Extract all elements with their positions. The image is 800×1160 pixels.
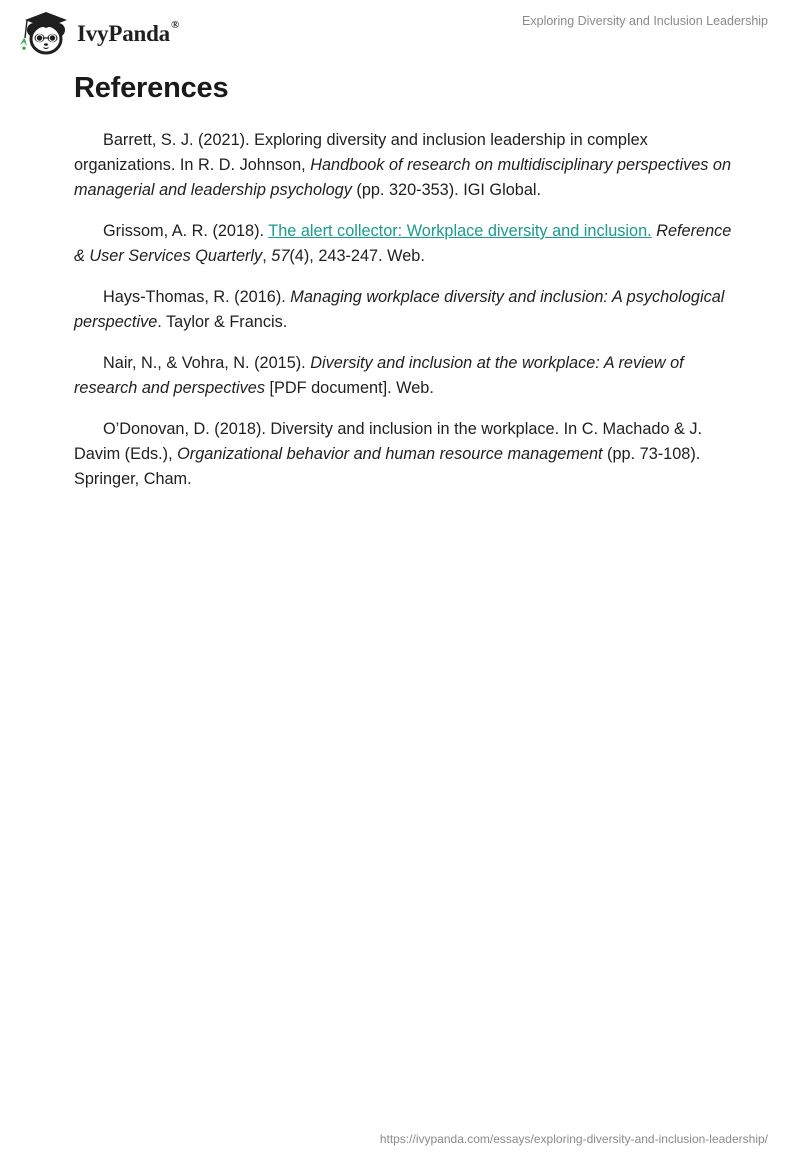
registered-mark: ® bbox=[170, 19, 180, 32]
reference-item: Grissom, A. R. (2018). The alert collector: Workplace diversity and inclusion. Reference & User Services Quarterly, 57(4), 243-247. Web. bbox=[74, 222, 732, 265]
page-header bbox=[0, 0, 800, 62]
document-title: Exploring Diversity and Inclusion Leadership bbox=[522, 14, 768, 28]
ivypanda-logo[interactable] bbox=[15, 8, 179, 58]
references-section bbox=[74, 72, 734, 508]
reference-item: Barrett, S. J. (2021). Exploring diversity and inclusion leadership in complex organizations. In R. D. Johnson, Handbook of research on multidisciplinary perspectives on managerial and leadership psychology (pp. 320-353). IGI Global. bbox=[74, 131, 732, 199]
reference-item: Nair, N., & Vohra, N. (2015). Diversity and inclusion at the workplace: A review of research and perspectives [PDF document]. Web. bbox=[74, 354, 684, 397]
reference-item: Hays-Thomas, R. (2016). Managing workplace diversity and inclusion: A psychological perspective. Taylor & Francis. bbox=[74, 288, 725, 331]
brand-name: IvyPanda® bbox=[77, 19, 180, 46]
source-url[interactable]: https://ivypanda.com/essays/exploring-diversity-and-inclusion-leadership/ bbox=[379, 1132, 768, 1146]
reference-item: O’Donovan, D. (2018). Diversity and inclusion in the workplace. In C. Machado & J. Davim (Eds.), Organizational behavior and human resource management (pp. 73-108). Springer, Cham. bbox=[74, 420, 703, 488]
reference-link[interactable]: The alert collector: Workplace diversity and inclusion. bbox=[268, 222, 652, 240]
panda-graduate-icon bbox=[15, 8, 75, 58]
page-heading: References bbox=[74, 72, 229, 104]
